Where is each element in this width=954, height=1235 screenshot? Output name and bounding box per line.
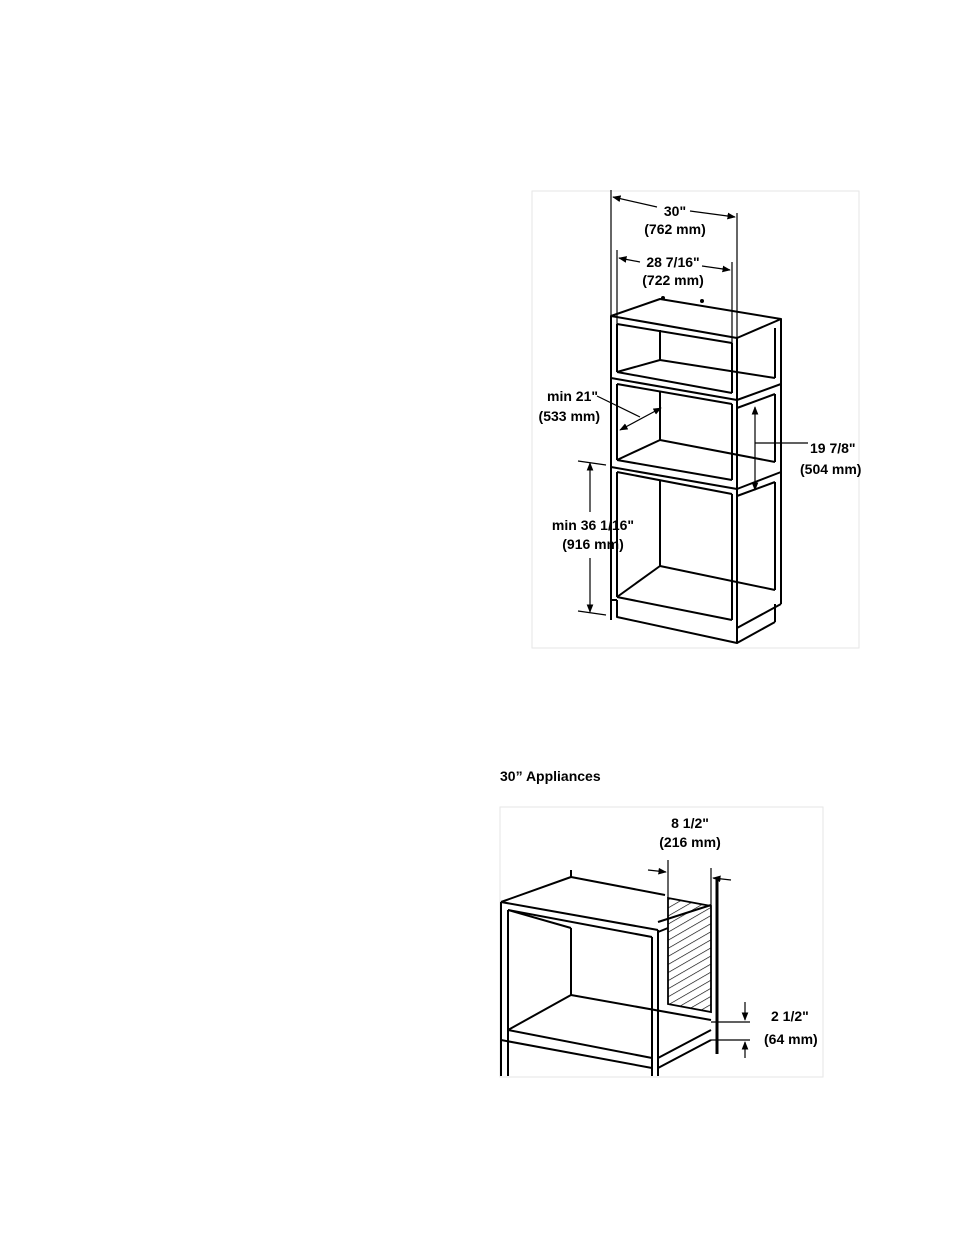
clearance-hatch (668, 898, 711, 1012)
top-bump-right (700, 299, 704, 303)
min-depth-label: min 21" (547, 388, 598, 404)
dimension-min-depth (597, 396, 661, 430)
depth-clearance-mm-label: (216 mm) (659, 834, 721, 850)
overall-width-mm-label: (762 mm) (644, 221, 706, 237)
depth-clearance-label: 8 1/2" (671, 815, 709, 831)
bottom-clearance-label: 2 1/2" (771, 1008, 809, 1024)
cutout-width-label: 28 7/16" (646, 254, 700, 270)
cutout-height-mm-label: (504 mm) (800, 461, 862, 477)
min-floor-height-label: min 36 1/16" (551, 517, 635, 533)
overall-width-label: 30" (663, 203, 687, 219)
min-floor-height-mm-label: (916 mm) (562, 536, 624, 552)
top-bump-left (661, 296, 665, 300)
section-heading: 30” Appliances (500, 768, 601, 784)
cutout-height-label: 19 7/8" (810, 440, 856, 456)
cutout-width-mm-label: (722 mm) (642, 272, 704, 288)
min-depth-mm-label: (533 mm) (538, 408, 600, 424)
dimension-depth-clearance (648, 860, 731, 906)
bottom-clearance-mm-label: (64 mm) (764, 1031, 818, 1047)
